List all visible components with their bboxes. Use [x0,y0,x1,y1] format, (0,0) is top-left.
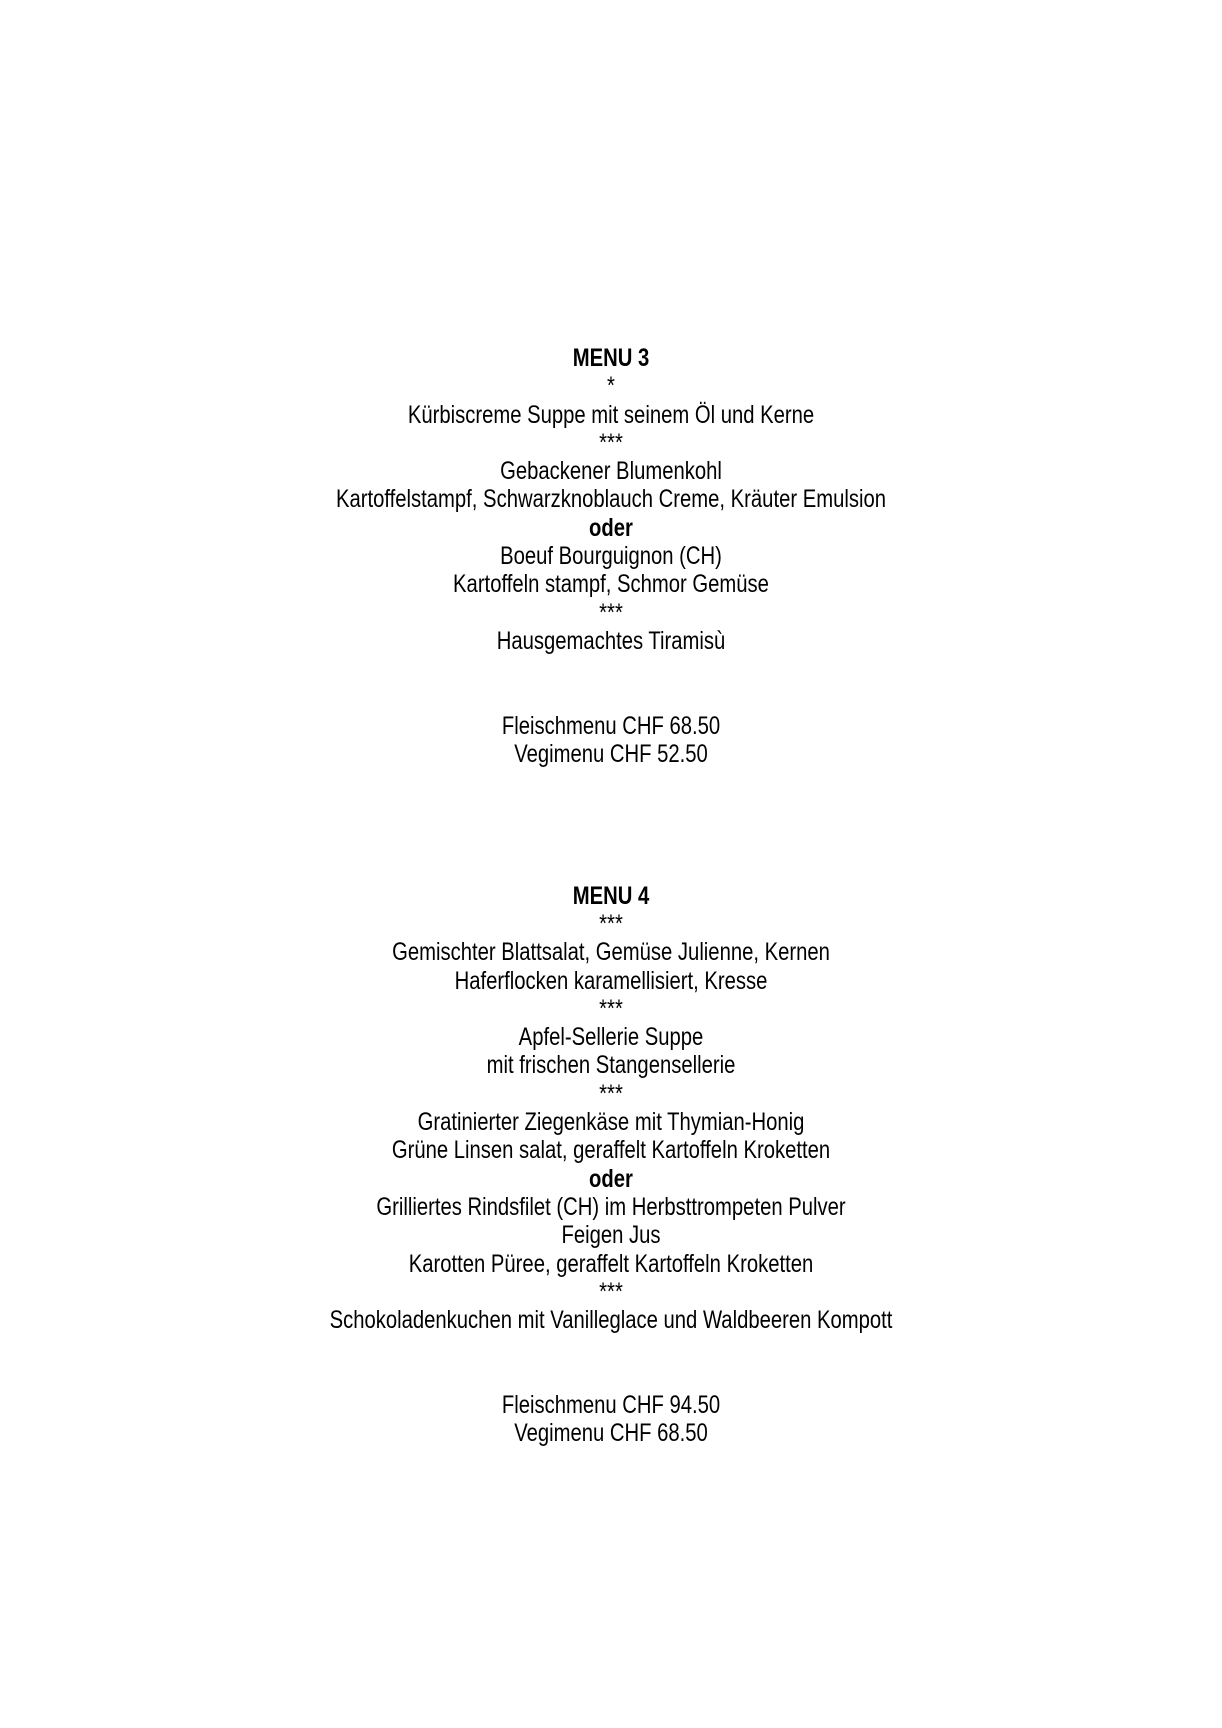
course-separator: *** [599,428,623,457]
blank-line [116,684,1106,712]
blank-line [116,1334,1106,1362]
blank-line [116,1363,1106,1391]
menu-item: Gratinierter Ziegenkäse mit Thymian-Honig [417,1108,805,1137]
menu-item: mit frischen Stangensellerie [486,1051,736,1080]
price-line: Vegimenu CHF 52.50 [514,740,708,769]
course-separator: *** [599,598,623,627]
course-separator: *** [599,1079,623,1108]
menu-item: Hausgemachtes Tiramisù [496,626,726,655]
menu-title: MENU 4 [572,881,650,910]
price-line: Fleischmenu CHF 94.50 [501,1390,721,1419]
menu-4-section [116,882,1106,1448]
menu-document [116,344,1106,1448]
menu-item: Karotten Püree, geraffelt Kartoffeln Kroketten [408,1249,814,1278]
menu-item: Haferflocken karamellisiert, Kresse [454,966,768,995]
blank-line [116,655,1106,683]
menu-item: Kartoffeln stampf, Schmor Gemüse [453,570,769,599]
price-line: Fleischmenu CHF 68.50 [501,711,721,740]
menu-item: Schokoladenkuchen mit Vanilleglace und Waldbeeren Kompott [329,1306,893,1335]
menu-item: Kürbiscreme Suppe mit seinem Öl und Kerne [407,400,815,429]
menu-title: MENU 3 [572,344,650,372]
menu-item: Grüne Linsen salat, geraffelt Kartoffeln Kroketten [391,1136,831,1165]
or-divider: oder [589,1164,633,1193]
menu-item: Gemischter Blattsalat, Gemüse Julienne, Kernen [392,938,830,967]
course-separator: *** [599,1277,623,1306]
course-separator: * [607,372,615,401]
menu-item: Kartoffelstampf, Schwarzknoblauch Creme, Kräuter Emulsion [335,485,886,514]
menu-item: Feigen Jus [561,1221,661,1250]
menu-3-section [116,344,1106,768]
or-divider: oder [589,513,633,542]
menu-item: Apfel-Sellerie Suppe [518,1023,704,1052]
menu-item: Boeuf Bourguignon (CH) [500,542,722,571]
price-line: Vegimenu CHF 68.50 [514,1419,708,1448]
menu-item: Grilliertes Rindsfilet (CH) im Herbsttrompeten Pulver [376,1192,846,1221]
course-separator: *** [599,909,623,938]
menu-item: Gebackener Blumenkohl [500,457,722,486]
course-separator: *** [599,994,623,1023]
